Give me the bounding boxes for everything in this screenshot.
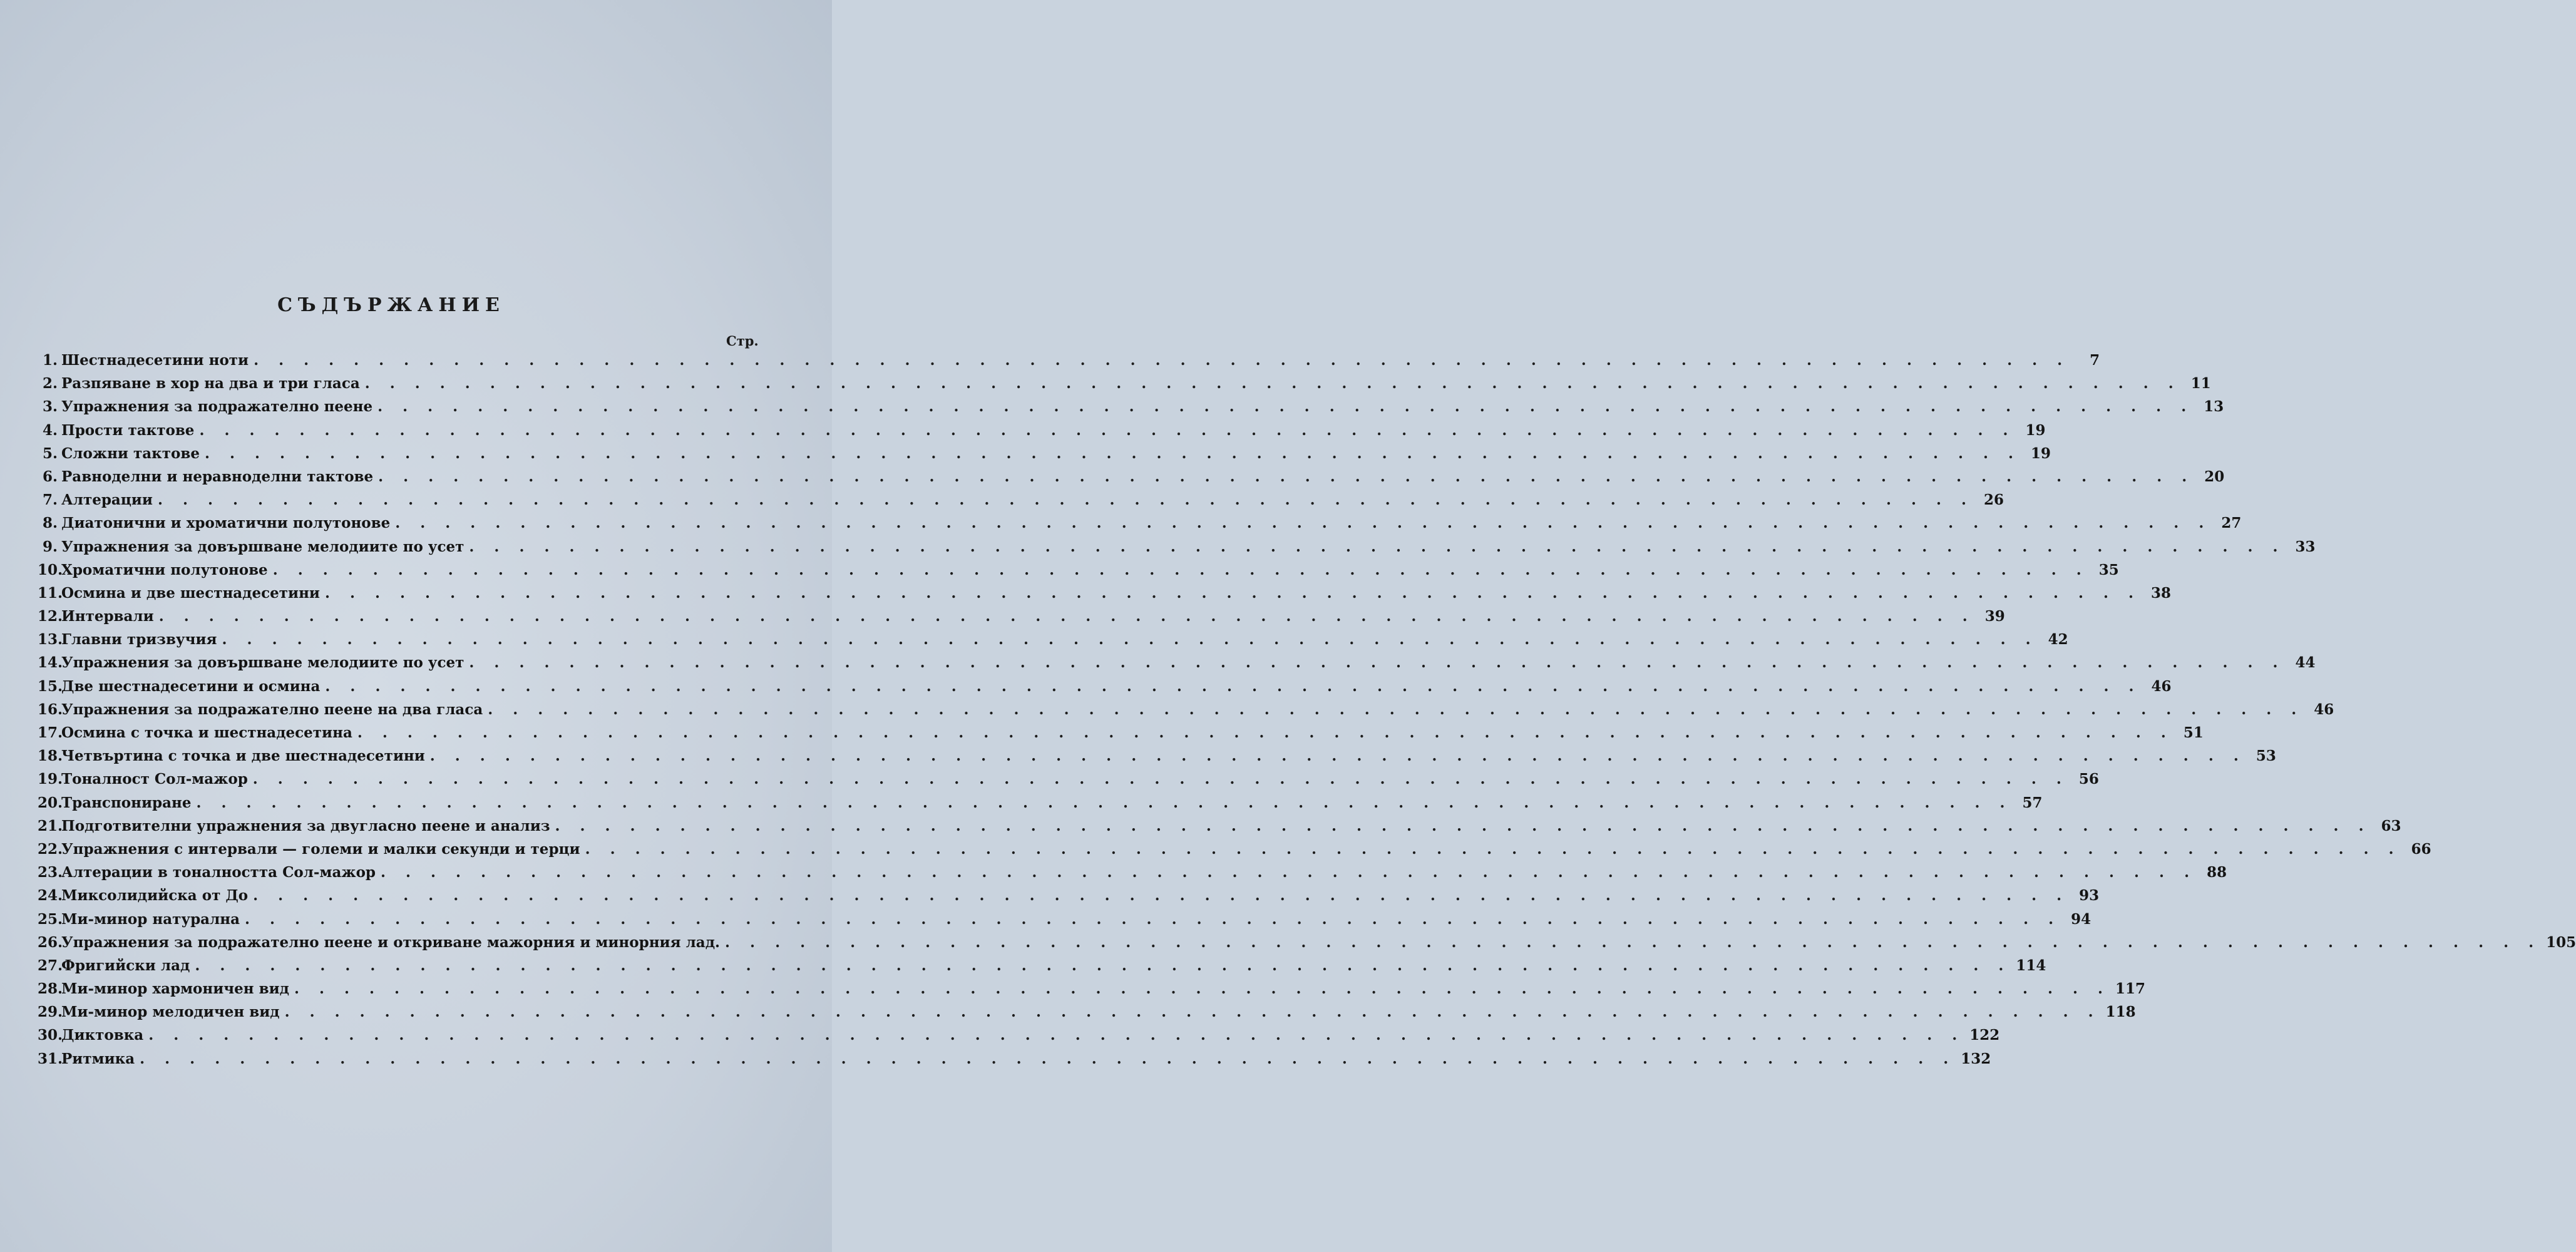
toc-entry-number: 13.: [38, 631, 63, 649]
toc-entry-title: Тоналност Сол-мажор: [61, 771, 248, 788]
toc-entry-title: Упражнения за подражателно пеене: [61, 398, 373, 416]
toc-entry-number: 3.: [42, 398, 58, 416]
toc-entry-title: Сложни тактове: [61, 444, 200, 462]
toc-entry-number: 5.: [42, 444, 58, 462]
toc-entry-page: 114: [2016, 957, 2046, 974]
toc-entry-number: 6.: [42, 468, 58, 485]
toc-entry-page: 63: [2381, 817, 2401, 834]
toc-entry-number: 9.: [42, 538, 58, 555]
toc-entry: [38, 817, 2401, 841]
toc-entry: [38, 747, 2276, 771]
toc-entry-number: 28.: [38, 980, 63, 998]
dot-leader: [196, 794, 2012, 811]
toc-entry: [38, 398, 2224, 421]
toc-entry-page: 13: [2204, 398, 2224, 416]
toc-entry-page: 66: [2411, 840, 2431, 858]
toc-entry: [38, 840, 2431, 864]
dot-leader: [148, 1027, 1964, 1044]
toc-entry: [38, 491, 2004, 515]
toc-entry: [38, 677, 2172, 701]
toc-entry-page: 20: [2204, 468, 2225, 485]
dot-leader: [585, 841, 2401, 858]
toc-entry: [38, 421, 2046, 445]
dot-leader: [325, 678, 2141, 695]
toc-entry-number: 2.: [42, 375, 58, 393]
toc-entry-number: 10.: [38, 561, 63, 578]
toc-entry-title: Миксолидийска от До: [61, 887, 249, 905]
toc-entry-number: 15.: [38, 677, 63, 695]
page-column-label: Стр.: [726, 333, 759, 349]
toc-entry-page: 42: [2048, 631, 2068, 649]
toc-entry-number: 24.: [38, 887, 63, 905]
toc-entry: [38, 933, 2576, 957]
toc-entry: [38, 444, 2051, 468]
dot-leader: [555, 818, 2371, 834]
toc-entry: [38, 631, 2068, 654]
dot-leader: [325, 585, 2141, 602]
toc-entry-title: Алтерации: [61, 491, 153, 509]
toc-entry-title: Транспониране: [61, 794, 192, 811]
toc-entry: [38, 864, 2227, 887]
dot-leader: [285, 1003, 2101, 1020]
toc-entry-page: 38: [2151, 584, 2172, 602]
toc-entry-page: 53: [2255, 747, 2276, 765]
toc-entry: [38, 957, 2046, 980]
toc-entry-number: 14.: [38, 654, 63, 672]
toc-entry-title: Фригийски лад: [61, 957, 190, 974]
toc-entry-number: 19.: [38, 771, 63, 788]
dot-leader: [395, 515, 2211, 531]
dot-leader: [140, 1050, 1956, 1067]
toc-entry-title: Диатонични и хроматични полутонове: [61, 515, 391, 532]
toc-entry-number: 17.: [38, 724, 63, 741]
toc-entry: [38, 515, 2242, 538]
toc-entry-number: 1.: [42, 352, 58, 369]
toc-entry-number: 31.: [38, 1050, 63, 1067]
toc-entry-page: 51: [2183, 724, 2204, 741]
dot-leader: [430, 747, 2246, 764]
dot-leader: [245, 911, 2061, 928]
toc-entry: [38, 538, 2316, 562]
dot-leader: [377, 398, 2194, 415]
toc-entry-title: Разпяване в хор на два и три гласа: [61, 375, 360, 393]
dot-leader: [253, 771, 2069, 788]
toc-entry-number: 20.: [38, 794, 63, 811]
toc-entry-page: 117: [2115, 980, 2146, 998]
dot-leader: [273, 562, 2089, 578]
toc-entry-page: 46: [2314, 700, 2334, 718]
toc-entry-number: 26.: [38, 933, 63, 951]
toc-entry-title: Упражнения за подражателно пеене на два гласа: [61, 700, 483, 718]
toc-entry-title: Хроматични полутонове: [61, 561, 268, 578]
toc-entry: [38, 352, 2100, 375]
dot-leader: [725, 934, 2541, 951]
table-of-contents: [38, 352, 2576, 1074]
toc-entry-page: 57: [2022, 794, 2043, 811]
toc-entry-number: 4.: [42, 421, 58, 439]
dot-leader: [195, 957, 2011, 974]
toc-entry-title: Равноделни и неравноделни тактове: [61, 468, 374, 485]
toc-entry-title: Интервали: [61, 608, 154, 625]
toc-entry-title: Ми-минор хармоничен вид: [61, 980, 289, 998]
toc-entry-title: Ми-минор мелодичен вид: [61, 1003, 280, 1021]
toc-entry-number: 30.: [38, 1027, 63, 1044]
toc-entry-page: 118: [2105, 1003, 2136, 1021]
dot-leader: [205, 445, 2021, 462]
toc-entry-title: Главни тризвучия: [61, 631, 217, 649]
toc-entry-page: 19: [2031, 444, 2051, 462]
toc-entry-number: 22.: [38, 840, 63, 858]
toc-entry-title: Осмина и две шестнадесетини: [61, 584, 320, 602]
toc-entry-number: 12.: [38, 608, 63, 625]
toc-entry-title: Упражнения за довършване мелодиите по усет: [61, 538, 464, 555]
page-title: СЪДЪРЖАНИЕ: [277, 294, 505, 316]
dot-leader: [469, 654, 2285, 671]
toc-entry-page: 105: [2546, 933, 2576, 951]
toc-entry-number: 29.: [38, 1003, 63, 1021]
toc-entry-title: Ритмика: [61, 1050, 135, 1067]
toc-entry-page: 33: [2295, 538, 2316, 555]
toc-entry: [38, 584, 2172, 608]
toc-entry-number: 25.: [38, 910, 63, 928]
toc-entry-page: 93: [2079, 887, 2100, 905]
toc-entry: [38, 794, 2043, 818]
toc-entry: [38, 608, 2005, 631]
toc-entry-number: 7.: [42, 491, 58, 509]
dot-leader: [488, 701, 2304, 718]
dot-leader: [158, 491, 1974, 508]
dot-leader: [469, 538, 2285, 555]
dot-leader: [222, 631, 2038, 648]
toc-entry-title: Две шестнадесетини и осмина: [61, 677, 321, 695]
toc-entry: [38, 561, 2119, 585]
toc-entry-number: 18.: [38, 747, 63, 765]
dot-leader: [381, 864, 2197, 881]
toc-entry: [38, 700, 2334, 724]
toc-entry: [38, 375, 2211, 398]
toc-entry-title: Ми-минор натурална: [61, 910, 240, 928]
toc-entry: [38, 887, 2100, 910]
toc-entry-page: 56: [2078, 771, 2099, 788]
toc-entry-page: 94: [2071, 910, 2091, 928]
toc-entry-title: Шестнадесетини ноти: [61, 352, 249, 369]
toc-entry: [38, 771, 2099, 794]
toc-entry-page: 11: [2190, 375, 2211, 393]
dot-leader: [365, 375, 2181, 392]
toc-entry-title: Упражнения с интервали — големи и малки секунди и терци: [61, 840, 580, 858]
toc-entry-page: 46: [2151, 677, 2172, 695]
toc-entry: [38, 724, 2204, 747]
toc-entry-number: 16.: [38, 700, 63, 718]
toc-entry-page: 122: [1969, 1027, 2000, 1044]
toc-entry-title: Четвъртина с точка и две шестнадесетини: [61, 747, 425, 765]
toc-entry-number: 21.: [38, 817, 63, 834]
dot-leader: [199, 422, 2015, 439]
toc-entry-page: 35: [2098, 561, 2119, 578]
toc-entry-page: 27: [2221, 515, 2242, 532]
toc-entry: [38, 654, 2316, 677]
toc-entry: [38, 1027, 2000, 1050]
toc-entry-title: Прости тактове: [61, 421, 195, 439]
dot-leader: [357, 724, 2173, 741]
toc-entry-title: Диктовка: [61, 1027, 144, 1044]
toc-entry-title: Подготвителни упражнения за двугласно пеене и анализ: [61, 817, 550, 834]
toc-entry-title: Алтерации в тоналността Сол-мажор: [61, 864, 376, 881]
toc-entry: [38, 910, 2091, 934]
toc-entry-page: 39: [1984, 608, 2005, 625]
toc-entry: [38, 468, 2225, 491]
toc-entry: [38, 1050, 1991, 1074]
dot-leader: [159, 608, 1975, 625]
toc-entry-number: 11.: [38, 584, 63, 602]
toc-entry-number: 23.: [38, 864, 63, 881]
dot-leader: [254, 352, 2070, 369]
toc-entry-title: Упражнения за подражателно пеене и откриване мажорния и минорния лад.: [61, 933, 721, 951]
toc-entry-title: Упражнения за довършване мелодиите по усет: [61, 654, 464, 672]
toc-entry-title: Осмина с точка и шестнадесетина: [61, 724, 352, 741]
toc-entry-page: 88: [2207, 864, 2227, 881]
dot-leader: [253, 887, 2069, 904]
toc-entry: [38, 1003, 2136, 1027]
toc-entry-number: 8.: [42, 515, 58, 532]
toc-entry-page: 26: [1983, 491, 2004, 509]
toc-entry-page: 7: [2090, 352, 2100, 369]
toc-entry: [38, 980, 2146, 1003]
toc-entry-page: 19: [2025, 421, 2046, 439]
toc-entry-number: 27.: [38, 957, 63, 974]
toc-entry-page: 132: [1961, 1050, 1991, 1067]
dot-leader: [378, 468, 2194, 485]
toc-entry-page: 44: [2295, 654, 2316, 672]
dot-leader: [294, 980, 2110, 997]
